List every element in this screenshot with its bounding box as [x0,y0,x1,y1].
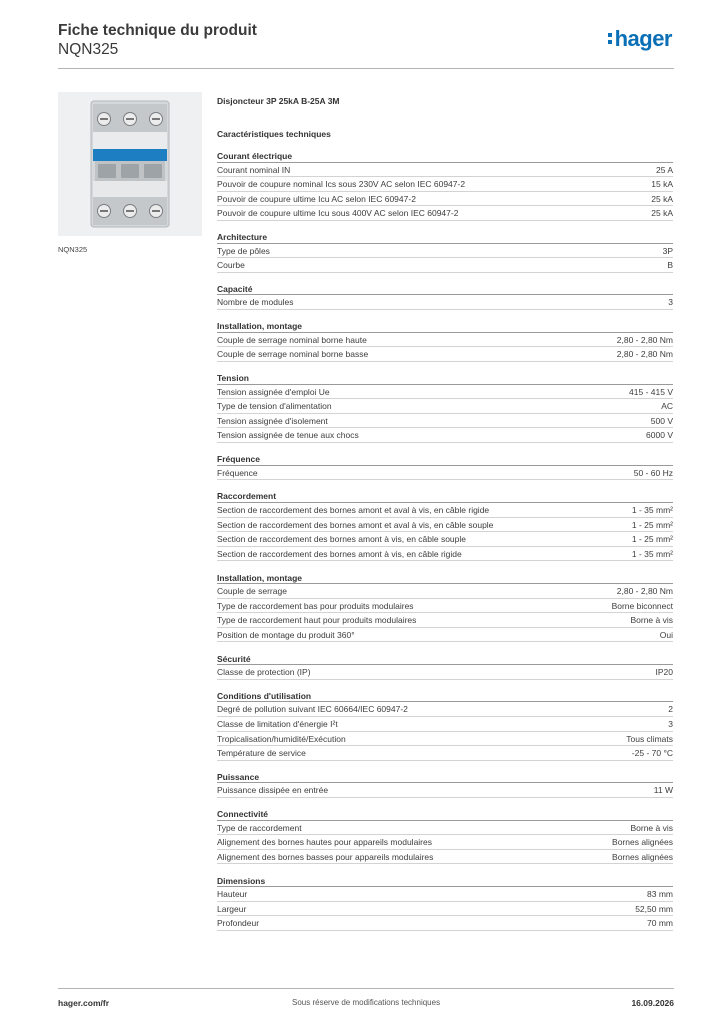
product-image [58,92,202,236]
spec-value: AC [661,401,673,412]
spec-label: Courant nominal IN [217,164,291,175]
spec-label: Courbe [217,260,245,271]
spec-value: 1 - 35 mm² [631,548,673,559]
spec-section [217,772,673,798]
spec-row [217,547,673,562]
spec-value: 1 - 25 mm² [631,534,673,545]
spec-value: Tous climats [626,733,673,744]
spec-row [217,599,673,614]
section-title: Raccordement [217,491,673,503]
spec-row [217,414,673,429]
spec-label: Fréquence [217,467,258,478]
spec-label: Type de tension d'alimentation [217,401,332,412]
spec-label: Couple de serrage [217,586,287,596]
section-title: Capacité [217,284,673,296]
section-title: Fréquence [217,454,673,466]
spec-row [217,916,673,931]
spec-value: Bornes alignées [612,851,673,862]
spec-section [217,691,673,761]
spec-row [217,295,673,310]
spec-row [217,177,673,192]
spec-value: 25 A [655,164,673,175]
spec-label: Type de raccordement bas pour produits modulaires [217,600,414,611]
spec-section [217,373,673,443]
spec-label: Type de pôles [217,245,270,256]
spec-label: Section de raccordement des bornes amont et aval à vis, en câble souple [217,519,494,530]
spec-label: Classe de limitation d'énergie I²t [217,718,338,729]
spec-label: Hauteur [217,889,248,900]
section-title: Installation, montage [217,321,673,333]
section-title: Sécurité [217,654,673,666]
spec-row [217,518,673,533]
spec-value: IP20 [655,667,673,678]
spec-label: Section de raccordement des bornes amont à vis, en câble souple [217,534,467,545]
spec-row [217,428,673,443]
spec-label: Type de raccordement [217,822,302,833]
spec-row [217,746,673,761]
spec-row [217,850,673,865]
header-divider [58,68,674,69]
spec-row [217,347,673,362]
spec-value: 25 kA [651,208,673,219]
spec-row [217,163,673,178]
footer-date: 16.09.2026 [631,998,674,1008]
spec-section [217,454,673,480]
section-title: Dimensions [217,876,673,888]
spec-section [217,284,673,310]
spec-value: Oui [659,629,673,640]
spec-row [217,466,673,481]
spec-value: 83 mm [647,889,673,900]
spec-section [217,232,673,273]
spec-row [217,399,673,414]
spec-value: 11 W [653,785,673,796]
spec-label: Tension assignée d'emploi Ue [217,386,330,397]
spec-label: Pouvoir de coupure ultime Icu sous 400V AC selon IEC 60947-2 [217,208,459,219]
spec-row [217,385,673,400]
spec-value: 1 - 25 mm² [631,519,673,530]
spec-label: Position de montage du produit 360° [217,629,355,640]
section-title: Conditions d'utilisation [217,691,673,703]
spec-row [217,613,673,628]
spec-value: 15 kA [651,179,673,190]
spec-row [217,628,673,643]
spec-value: Bornes alignées [612,837,673,848]
spec-value: 50 - 60 Hz [633,467,673,478]
spec-row [217,665,673,680]
spec-value: 25 kA [651,193,673,204]
spec-value: B [667,260,673,271]
spec-label: Alignement des bornes basses pour appareils modulaires [217,851,434,862]
page-header [58,22,674,70]
spec-row [217,244,673,259]
spec-value: -25 - 70 °C [631,748,673,759]
spec-label: Largeur [217,903,247,914]
spec-label: Couple de serrage nominal borne basse [217,349,369,360]
spec-row [217,902,673,917]
spec-label: Couple de serrage nominal borne haute [217,334,367,345]
spec-section [217,809,673,864]
spec-value: 1 - 35 mm² [631,504,673,515]
tech-characteristics-title: Caractéristiques techniques [217,129,331,139]
spec-section [217,876,673,931]
spec-row [217,192,673,207]
section-title: Courant électrique [217,151,673,163]
spec-row [217,821,673,836]
spec-section [217,151,673,221]
spec-sections [217,151,673,931]
page-title: Fiche technique du produit [58,22,257,39]
spec-value: 2,80 - 2,80 Nm [616,586,673,596]
spec-row [217,503,673,518]
spec-label: Section de raccordement des bornes amont à vis, en câble rigide [217,548,462,559]
spec-value: 2,80 - 2,80 Nm [616,334,673,345]
spec-value: Borne à vis [630,822,673,833]
spec-row [217,717,673,732]
section-title: Connectivité [217,809,673,821]
spec-label: Degré de pollution suivant IEC 60664/IEC 60947-2 [217,704,408,715]
footer-website[interactable]: hager.com/fr [58,998,110,1008]
spec-value: 3 [668,297,673,308]
spec-row [217,258,673,273]
circuit-breaker-illustration [58,92,202,236]
spec-section [217,321,673,362]
spec-label: Pouvoir de coupure ultime Icu AC selon IEC 60947-2 [217,193,416,204]
spec-value: 52,50 mm [635,903,673,914]
spec-row [217,702,673,717]
footer-note: Sous réserve de modifications techniques [292,998,441,1007]
spec-value: 2,80 - 2,80 Nm [616,349,673,360]
spec-value: 415 - 415 V [629,386,673,397]
spec-label: Type de raccordement haut pour produits modulaires [217,615,417,626]
spec-value: 500 V [650,415,673,426]
spec-row [217,887,673,902]
spec-section [217,654,673,680]
spec-value: Borne à vis [630,615,673,626]
spec-section [217,491,673,561]
section-title: Puissance [217,772,673,784]
spec-value: 70 mm [647,918,673,929]
spec-label: Tension assignée d'isolement [217,415,328,426]
logo-dots-icon [608,31,613,45]
spec-label: Tension assignée de tenue aux chocs [217,430,359,441]
spec-label: Nombre de modules [217,297,294,308]
spec-row [217,783,673,798]
specifications [217,96,673,942]
spec-label: Section de raccordement des bornes amont et aval à vis, en câble rigide [217,504,490,515]
spec-value: Borne biconnect [611,600,673,611]
spec-value: 2 [668,704,673,715]
spec-label: Puissance dissipée en entrée [217,785,329,796]
spec-label: Profondeur [217,918,260,929]
image-caption: NQN325 [58,245,88,254]
section-title: Tension [217,373,673,385]
spec-label: Pouvoir de coupure nominal Ics sous 230V AC selon IEC 60947-2 [217,179,466,190]
hager-logo [608,26,672,52]
spec-row [217,732,673,747]
spec-row [217,835,673,850]
spec-value: 3P [662,245,673,256]
spec-label: Alignement des bornes hautes pour appareils modulaires [217,837,432,848]
spec-row [217,532,673,547]
spec-value: 6000 V [646,430,673,441]
product-reference: NQN325 [58,41,119,58]
spec-section [217,573,673,643]
spec-row [217,206,673,221]
section-title: Architecture [217,232,673,244]
footer-divider [58,988,674,989]
spec-value: 3 [668,718,673,729]
spec-label: Tropicalisation/humidité/Exécution [217,733,346,744]
spec-label: Température de service [217,748,306,759]
spec-label: Classe de protection (IP) [217,667,311,678]
spec-row [217,333,673,348]
product-name: Disjoncteur 3P 25kA B-25A 3M [217,96,340,106]
spec-row [217,584,673,599]
logo-text: hager [614,26,672,51]
section-title: Installation, montage [217,573,673,585]
